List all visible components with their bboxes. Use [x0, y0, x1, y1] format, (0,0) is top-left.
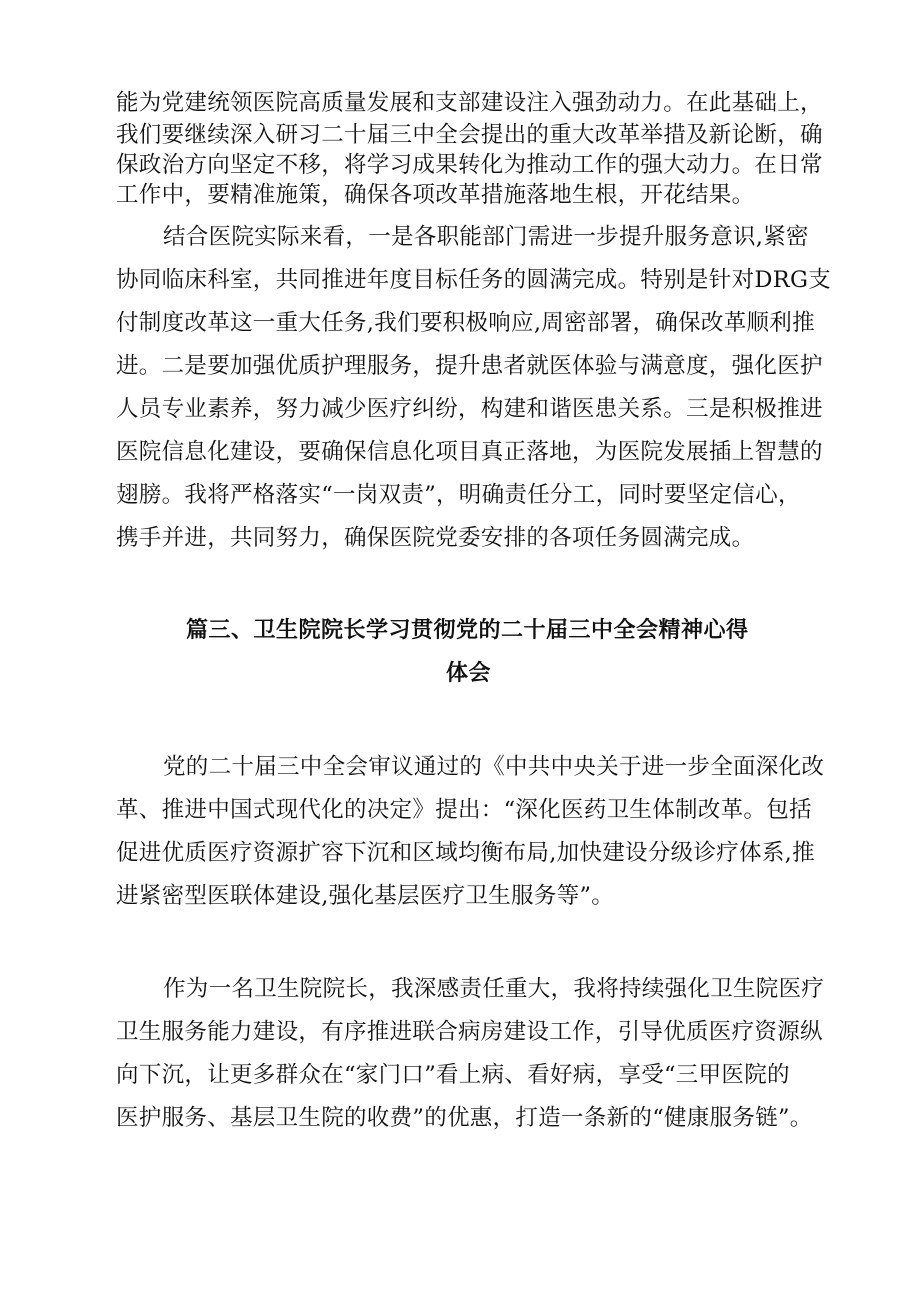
- paragraph-4-line: 向下沉，让更多群众在“家门口”看上病、看好病，享受“三甲医院的: [116, 1062, 790, 1088]
- paragraph-1-line: 我们要继续深入研习二十届三中全会提出的重大改革举措及新论断，确: [116, 122, 823, 148]
- paragraph-4-line: 卫生服务能力建设，有序推进联合病房建设工作，引导优质医疗资源纵: [116, 1019, 823, 1045]
- paragraph-3-line: 促进优质医疗资源扩容下沉和区域均衡布局,加快建设分级诊疗体系,推: [116, 840, 815, 866]
- paragraph-2-line: 付制度改革这一重大任务,我们要积极响应,周密部署，确保改革顺利推: [116, 310, 815, 336]
- paragraph-2-line: 进。二是要加强优质护理服务，提升患者就医体验与满意度，强化医护: [116, 353, 823, 379]
- paragraph-2-line: 携手并进，共同努力，确保医院党委安排的各项任务圆满完成。: [116, 525, 755, 551]
- paragraph-3-line: 进紧密型医联体建设,强化基层医疗卫生服务等”。: [116, 883, 615, 909]
- paragraph-1-line: 能为党建统领医院高质量发展和支部建设注入强劲动力。在此基础上，: [116, 90, 823, 116]
- paragraph-1-line: 工作中，要精准施策，确保各项改革措施落地生根，开花结果。: [116, 182, 755, 208]
- paragraph-2-line: 医院信息化建设，要确保信息化项目真正落地，为医院发展插上智慧的: [116, 439, 823, 465]
- paragraph-2-line: 结合医院实际来看，一是各职能部门需进一步提升服务意识,紧密: [163, 224, 809, 250]
- paragraph-2-line: 翅膀。我将严格落实“一岗双责”，明确责任分工，同时要坚定信心，: [116, 482, 801, 508]
- paragraph-3-line: 革、推进中国式现代化的决定》提出：“深化医药卫生体制改革。包括: [116, 797, 812, 823]
- section-heading: 篇三、卫生院院长学习贯彻党的二十届三中全会精神心得: [186, 618, 749, 643]
- section-heading-continuation: 体会: [446, 661, 492, 686]
- paragraph-1-line: 保政治方向坚定不移，将学习成果转化为推动工作的强大动力。在日常: [116, 152, 823, 178]
- paragraph-2-line: 协同临床科室，共同推进年度目标任务的圆满完成。特别是针对DRG支: [116, 267, 832, 293]
- paragraph-4-line: 医护服务、基层卫生院的收费”的优惠，打造一条新的“健康服务链”。: [116, 1105, 813, 1131]
- paragraph-3-line: 党的二十届三中全会审议通过的《中共中央关于进一步全面深化改: [163, 754, 825, 780]
- paragraph-2-line: 人员专业素养，努力减少医疗纠纷，构建和谐医患关系。三是积极推进: [116, 396, 823, 422]
- paragraph-4-line: 作为一名卫生院院长，我深感责任重大，我将持续强化卫生院医疗: [163, 976, 825, 1002]
